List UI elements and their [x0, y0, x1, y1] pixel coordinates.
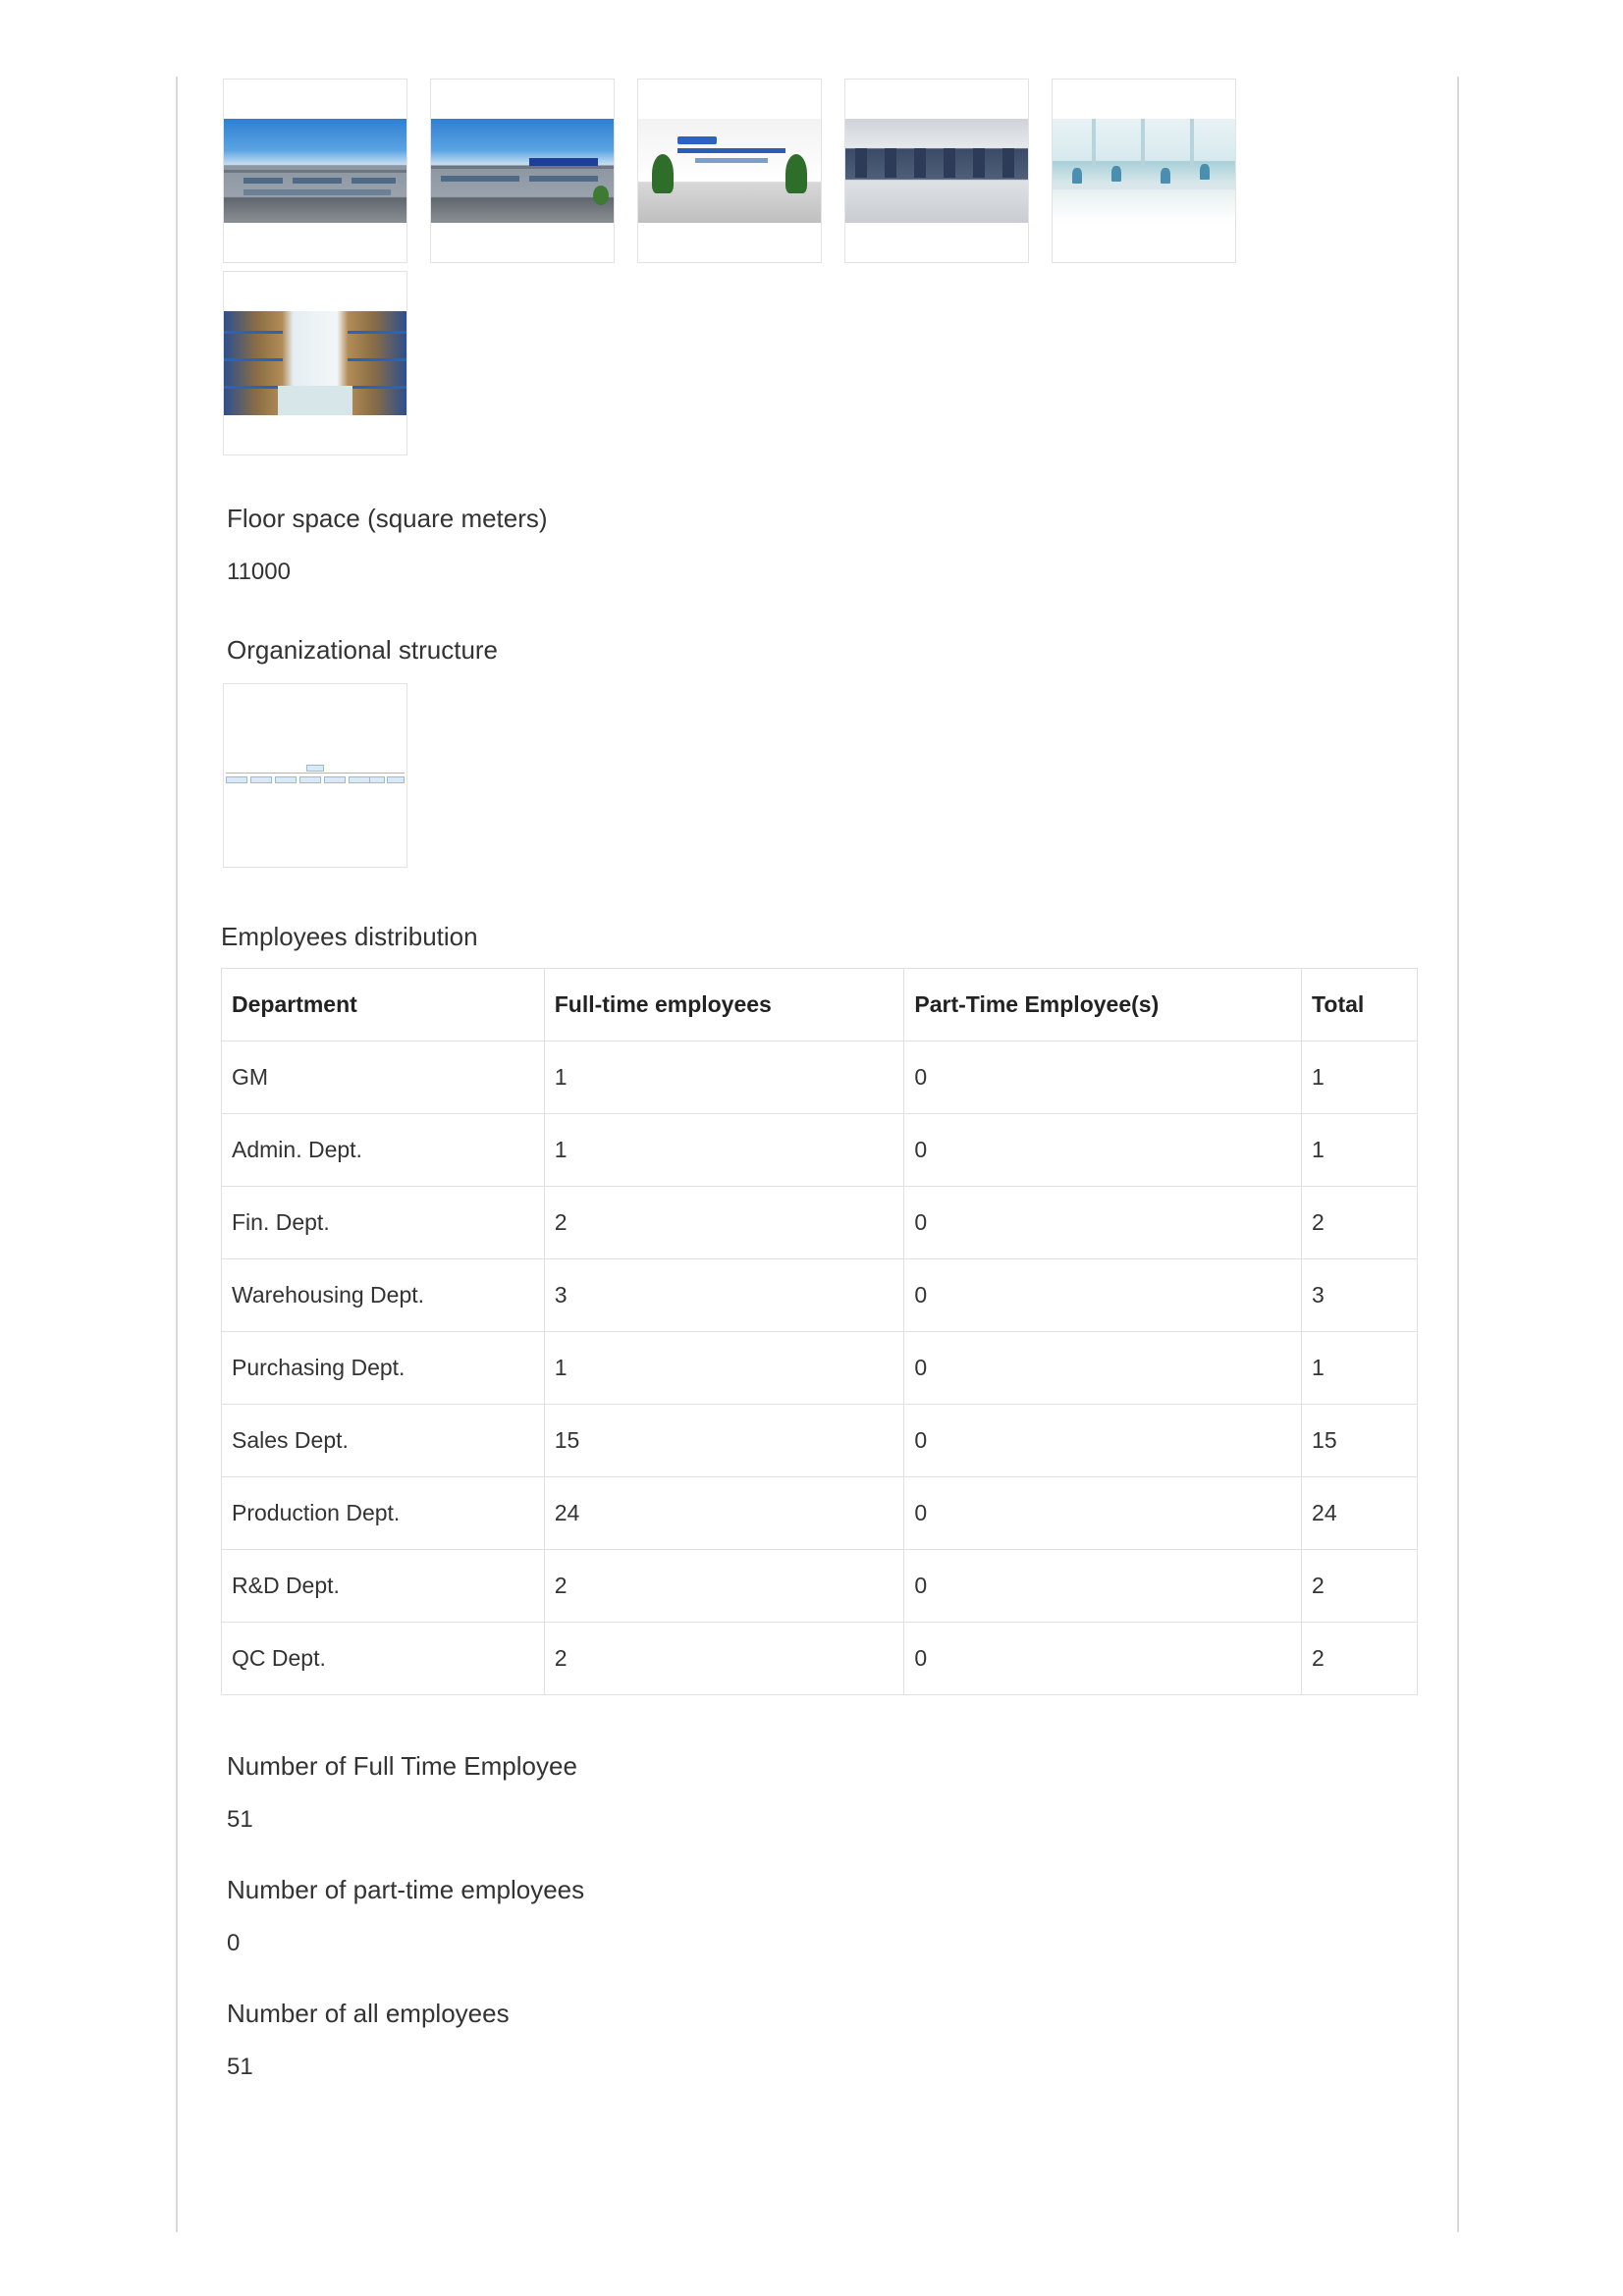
cell-department: Warehousing Dept. — [222, 1259, 545, 1332]
table-row — [222, 1332, 1418, 1405]
table-row — [222, 1114, 1418, 1187]
cell-total: 2 — [1302, 1623, 1418, 1695]
cell-department: Sales Dept. — [222, 1405, 545, 1477]
cell-department: Admin. Dept. — [222, 1114, 545, 1187]
cell-full-time: 24 — [544, 1477, 904, 1550]
floor-space-section — [221, 501, 1419, 589]
cell-part-time: 0 — [904, 1332, 1302, 1405]
cell-total: 1 — [1302, 1041, 1418, 1114]
full-time-count-section — [221, 1748, 1419, 1837]
photo-thumb-lobby[interactable] — [637, 79, 822, 263]
cell-department: QC Dept. — [222, 1623, 545, 1695]
cell-part-time: 0 — [904, 1259, 1302, 1332]
photo-gallery — [221, 79, 1419, 457]
cell-full-time: 1 — [544, 1332, 904, 1405]
cell-part-time: 0 — [904, 1114, 1302, 1187]
part-time-count-label: Number of part-time employees — [227, 1875, 585, 1904]
all-employees-count-value: 51 — [227, 2054, 253, 2080]
table-row — [222, 1405, 1418, 1477]
floor-space-label: Floor space (square meters) — [227, 504, 548, 533]
cell-department: Fin. Dept. — [222, 1187, 545, 1259]
photo-thumb-workshop[interactable] — [1052, 79, 1236, 263]
cell-full-time: 15 — [544, 1405, 904, 1477]
cell-total: 15 — [1302, 1405, 1418, 1477]
right-page-rule — [1457, 77, 1459, 2232]
lobby-image — [638, 119, 821, 223]
table-row — [222, 1477, 1418, 1550]
cell-part-time: 0 — [904, 1187, 1302, 1259]
cell-full-time: 1 — [544, 1114, 904, 1187]
cell-part-time: 0 — [904, 1477, 1302, 1550]
photo-thumb-warehouse[interactable] — [223, 271, 407, 455]
cell-total: 3 — [1302, 1259, 1418, 1332]
cell-total: 24 — [1302, 1477, 1418, 1550]
table-row — [222, 1187, 1418, 1259]
cell-total: 1 — [1302, 1114, 1418, 1187]
photo-thumb-factory-exterior-2[interactable] — [430, 79, 615, 263]
cell-part-time: 0 — [904, 1623, 1302, 1695]
cell-full-time: 2 — [544, 1550, 904, 1623]
cell-total: 2 — [1302, 1550, 1418, 1623]
workshop-image — [1053, 119, 1235, 223]
factory-exterior-image — [431, 119, 614, 223]
cell-full-time: 2 — [544, 1187, 904, 1259]
floor-space-value: 11000 — [227, 559, 291, 585]
cell-department: GM — [222, 1041, 545, 1114]
part-time-count-value: 0 — [227, 1930, 241, 1956]
employees-distribution-section — [221, 919, 1419, 1695]
cell-part-time: 0 — [904, 1405, 1302, 1477]
cell-total: 1 — [1302, 1332, 1418, 1405]
header-full-time: Full-time employees — [544, 969, 904, 1041]
employees-distribution-table — [221, 968, 1418, 1695]
table-header-row — [222, 969, 1418, 1041]
full-time-count-label: Number of Full Time Employee — [227, 1751, 577, 1781]
main-content — [221, 79, 1419, 2084]
photo-thumb-factory-exterior-1[interactable] — [223, 79, 407, 263]
factory-exterior-image — [224, 119, 406, 223]
table-row — [222, 1623, 1418, 1695]
cell-total: 2 — [1302, 1187, 1418, 1259]
cell-part-time: 0 — [904, 1550, 1302, 1623]
cell-full-time: 1 — [544, 1041, 904, 1114]
cell-full-time: 2 — [544, 1623, 904, 1695]
photo-thumb-showroom[interactable] — [844, 79, 1029, 263]
cell-part-time: 0 — [904, 1041, 1302, 1114]
table-row — [222, 1259, 1418, 1332]
showroom-image — [845, 119, 1028, 223]
header-total: Total — [1302, 969, 1418, 1041]
cell-department: Production Dept. — [222, 1477, 545, 1550]
header-part-time: Part-Time Employee(s) — [904, 969, 1302, 1041]
header-department: Department — [222, 969, 545, 1041]
full-time-count-value: 51 — [227, 1806, 253, 1833]
left-page-rule — [176, 77, 178, 2232]
warehouse-image — [224, 311, 406, 415]
org-structure-label: Organizational structure — [227, 635, 499, 665]
org-chart-thumb[interactable] — [223, 683, 407, 868]
cell-department: R&D Dept. — [222, 1550, 545, 1623]
table-row — [222, 1550, 1418, 1623]
all-employees-count-section — [221, 1996, 1419, 2084]
cell-full-time: 3 — [544, 1259, 904, 1332]
table-row — [222, 1041, 1418, 1114]
org-structure-section — [221, 632, 1419, 868]
employees-distribution-title: Employees distribution — [221, 922, 478, 951]
cell-department: Purchasing Dept. — [222, 1332, 545, 1405]
part-time-count-section — [221, 1872, 1419, 1960]
all-employees-count-label: Number of all employees — [227, 1999, 510, 2028]
